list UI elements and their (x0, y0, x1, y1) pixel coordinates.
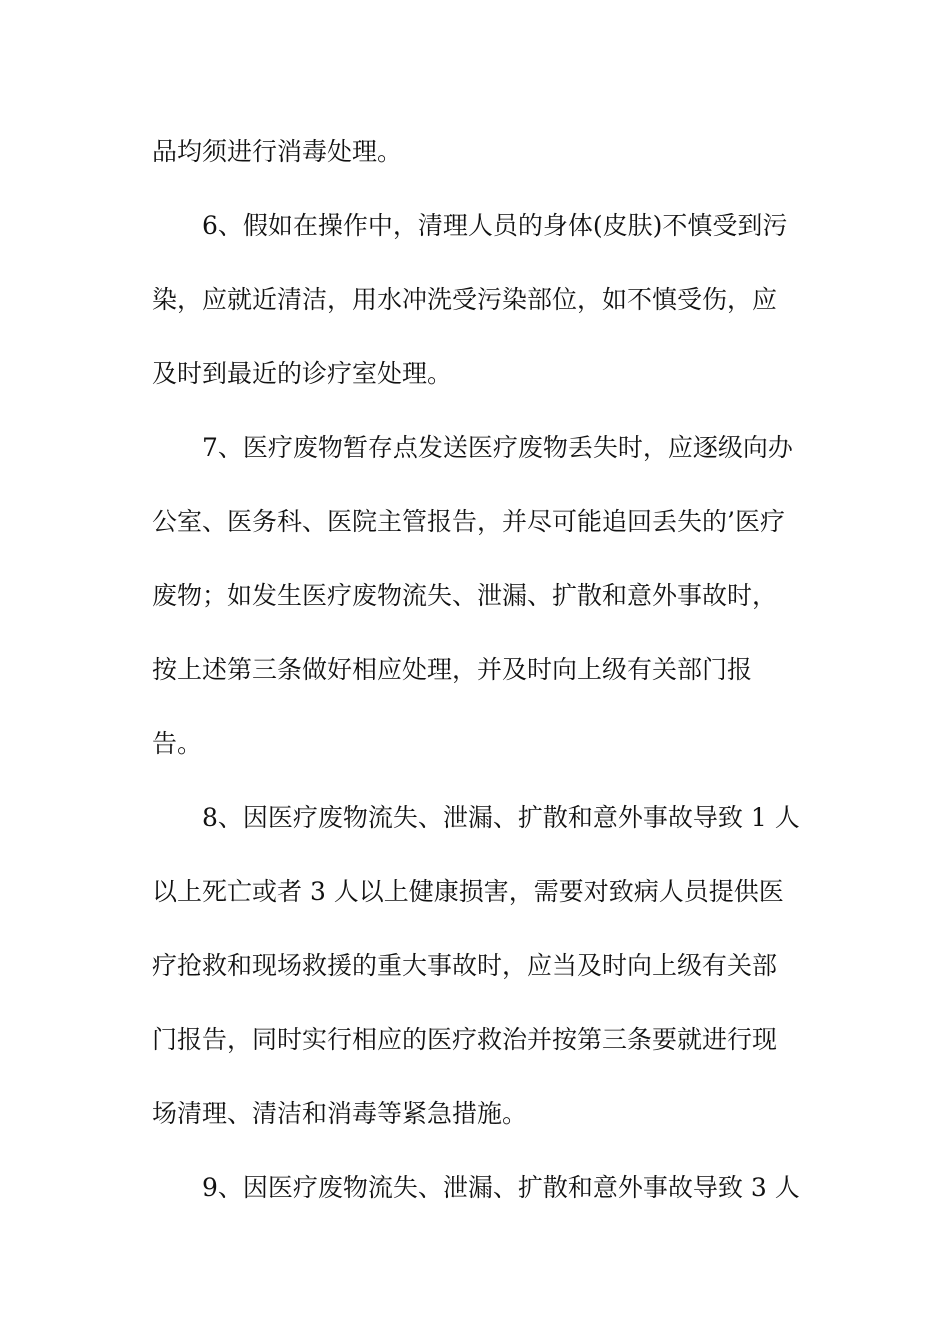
text-line: 及时到最近的诊疗室处理。 (152, 359, 453, 388)
paragraph-9-start: 9、因医疗废物流失、泄漏、扩散和意外事故导致 3 人 (202, 1173, 800, 1202)
text-line: 品均须进行消毒处理。 (152, 137, 403, 166)
text-line: 废物；如发生医疗废物流失、泄漏、扩散和意外事故时， (152, 581, 778, 610)
text-line: 告。 (152, 729, 203, 758)
paragraph-7-start: 7、医疗废物暂存点发送医疗废物丢失时，应逐级向办 (202, 433, 793, 462)
text-line: 门报告，同时实行相应的医疗救治并按第三条要就进行现 (152, 1025, 778, 1054)
paragraph-6-start: 6、假如在操作中，清理人员的身体(皮肤)不慎受到污 (202, 211, 788, 240)
text-line: 染，应就近清洁，用水冲洗受污染部位，如不慎受伤，应 (152, 285, 778, 314)
paragraph-8-start: 8、因医疗废物流失、泄漏、扩散和意外事故导致 1 人 (202, 803, 800, 832)
text-line: 公室、医务科、医院主管报告，并尽可能追回丢失的’医疗 (152, 507, 785, 536)
text-line: 场清理、清洁和消毒等紧急措施。 (152, 1099, 528, 1128)
text-line: 疗抢救和现场救援的重大事故时，应当及时向上级有关部 (152, 951, 778, 980)
text-line: 按上述第三条做好相应处理，并及时向上级有关部门报 (152, 655, 753, 684)
text-line: 以上死亡或者 3 人以上健康损害，需要对致病人员提供医 (152, 877, 784, 906)
